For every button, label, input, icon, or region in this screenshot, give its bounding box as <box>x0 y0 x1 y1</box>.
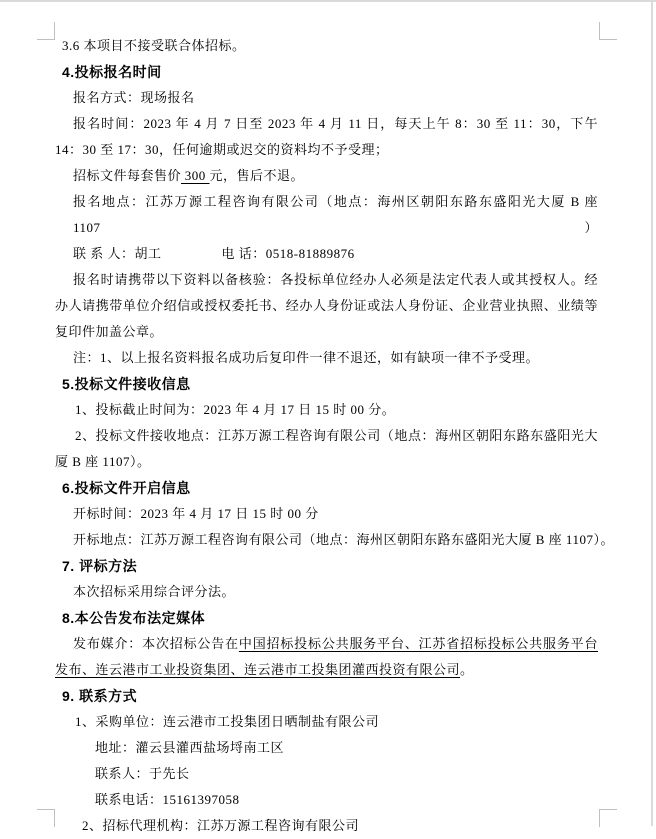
agency-name <box>55 813 598 839</box>
page-edge-right <box>651 0 653 826</box>
text-segment: 注：1、以上报名资料报名成功后复印件一律不退还，如有缺项一律不予受理。 <box>73 350 540 365</box>
registration-method <box>55 85 598 111</box>
text-segment: 招标文件每套售价 <box>73 168 182 183</box>
text-segment: 联系电话：15161397058 <box>95 792 240 807</box>
text-segment: 联 系 人：胡工 电 话：0518-81889876 <box>73 246 355 261</box>
bid-receive-location-line-1 <box>55 423 598 449</box>
contact-and-phone <box>55 241 598 267</box>
crop-mark-top-left <box>37 22 55 40</box>
text-segment: 办人请携带单位介绍信或授权委托书、经办人身份证或法人身份证、企业营业执照、业绩等 <box>55 298 598 313</box>
text-segment: 3.6 本项目不接受联合体招标。 <box>62 38 246 53</box>
text-segment: 9. 联系方式 <box>62 688 138 704</box>
heading-section-7 <box>55 553 598 579</box>
text-segment: 14：30 至 17：30，任何逾期或迟交的资料均不予受理； <box>55 142 389 157</box>
bid-deadline <box>55 397 598 423</box>
text-segment: 联系人：于先长 <box>95 766 190 781</box>
underlined-text: 中国招标投标公共服务平台、江苏省招标投标公共服务平台 <box>238 636 598 651</box>
text-segment: 8.本公告发布法定媒体 <box>62 610 206 626</box>
document-price <box>55 163 598 189</box>
clause-3-6 <box>55 33 598 59</box>
text-segment: 2、招标代理机构：江苏万源工程咨询有限公司 <box>82 818 360 833</box>
text-segment: 开标地点：江苏万源工程咨询有限公司（地点：海州区朝阳东路东盛阳光大厦 B 座 1107）。 <box>73 532 614 547</box>
text-segment: 复印件加盖公章。 <box>55 324 164 339</box>
text-segment: 开标时间：2023 年 4 月 17 日 15 时 00 分 <box>73 506 319 521</box>
text-segment: 6.投标文件开启信息 <box>62 480 191 496</box>
text-segment: 地址：灌云县灌西盐场埒南工区 <box>95 740 285 755</box>
publish-media-line-2 <box>55 657 598 683</box>
text-segment: 。 <box>460 662 474 677</box>
text-segment: 报名时请携带以下资料以备核验：各投标单位经办人必须是法定代表人或其授权人。经 <box>73 272 598 287</box>
registration-time-line-2 <box>55 137 598 163</box>
heading-section-8 <box>55 605 598 631</box>
purchaser-contact <box>55 761 598 787</box>
publish-media-line-1 <box>55 631 598 657</box>
materials-note-line-3 <box>55 319 598 345</box>
bid-receive-location-line-2 <box>55 449 598 475</box>
text-segment: 7. 评标方法 <box>62 558 138 574</box>
page-edge-top <box>0 0 656 2</box>
note-1 <box>55 345 598 371</box>
text-segment: 厦 B 座 1107）。 <box>55 454 151 469</box>
text-segment: 1、采购单位：连云港市工投集团日晒制盐有限公司 <box>75 714 380 729</box>
heading-section-6 <box>55 475 598 501</box>
purchaser-address <box>55 735 598 761</box>
underlined-text: 300 <box>181 168 210 183</box>
document-body <box>55 33 614 839</box>
purchaser-name <box>55 709 598 735</box>
crop-mark-top-right <box>599 22 617 40</box>
evaluation-method <box>55 579 598 605</box>
underlined-text: 发布、连云港市工业投资集团、连云港市工投集团灌西投资有限公司 <box>55 662 461 677</box>
registration-time-line-1 <box>55 111 598 137</box>
crop-mark-bottom-left <box>37 809 55 827</box>
text-segment: 5.投标文件接收信息 <box>62 376 191 392</box>
heading-section-5 <box>55 371 598 397</box>
text-segment: 发布媒介：本次招标公告在 <box>73 636 239 651</box>
registration-location <box>55 189 602 241</box>
purchaser-phone <box>55 787 598 813</box>
text-segment: 报名方式：现场报名 <box>73 90 195 105</box>
text-segment: 本次招标采用综合评分法。 <box>73 584 236 599</box>
text-segment: 报名地点：江苏万源工程咨询有限公司（地点：海州区朝阳东路东盛阳光大厦 B 座 1107） <box>73 194 602 235</box>
materials-note-line-2 <box>55 293 598 319</box>
heading-section-9 <box>55 683 598 709</box>
bid-open-time <box>55 501 598 527</box>
heading-section-4 <box>55 59 598 85</box>
materials-note-line-1 <box>55 267 598 293</box>
text-segment: 1、投标截止时间为：2023 年 4 月 17 日 15 时 00 分。 <box>75 402 396 417</box>
text-segment: 报名时间：2023 年 4 月 7 日至 2023 年 4 月 11 日，每天上午 8：30 至 11：30，下午 <box>73 116 598 131</box>
bid-open-location <box>55 527 614 553</box>
crop-mark-bottom-right <box>599 809 617 827</box>
text-segment: 2、投标文件接收地点：江苏万源工程咨询有限公司（地点：海州区朝阳东路东盛阳光大 <box>75 428 598 443</box>
text-segment: 4.投标报名时间 <box>62 64 162 80</box>
text-segment: 元，售后不退。 <box>209 168 305 183</box>
